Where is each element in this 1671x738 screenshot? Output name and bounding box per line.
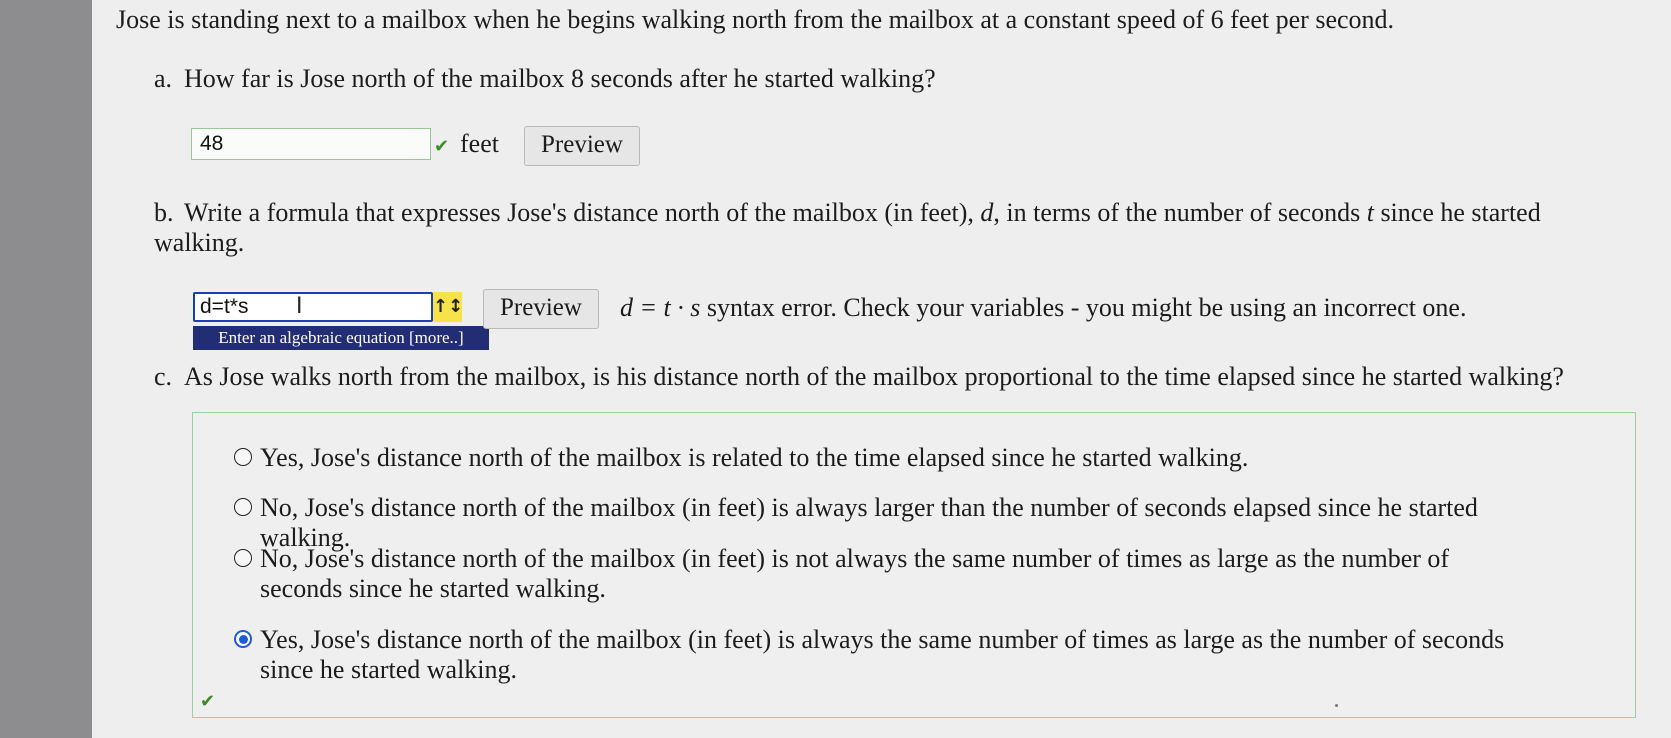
question-c-letter: c. [154, 362, 173, 391]
radio-button[interactable] [234, 498, 252, 516]
question-a-letter: a. [154, 64, 173, 93]
feedback-math: d = t · s [620, 293, 701, 322]
input-tooltip[interactable]: Enter an algebraic equation [more..] [193, 326, 489, 350]
answer-b-input[interactable]: d=t*s [193, 292, 433, 322]
radio-button[interactable] [234, 448, 252, 466]
checkmark-icon: ✔ [200, 691, 216, 712]
choice-label: No, Jose's distance north of the mailbox (in feet) is always larger than the number of seconds elapsed since he started walking. [260, 493, 1478, 552]
answer-b-feedback [620, 292, 1466, 324]
dot-mark [1335, 704, 1338, 707]
radio-button-selected[interactable] [234, 630, 252, 648]
radio-button[interactable] [234, 549, 252, 567]
question-a-text: How far is Jose north of the mailbox 8 seconds after he started walking? [184, 64, 936, 93]
question-a [154, 64, 936, 94]
question-b-text-mid: , in terms of the number of seconds [993, 198, 1367, 227]
feedback-text: syntax error. Check your variables - you might be using an incorrect one. [700, 293, 1467, 322]
question-b-text-start: Write a formula that expresses Jose's distance north of the mailbox (in feet), [184, 198, 981, 227]
problem-page [92, 0, 1671, 738]
choice-label: Yes, Jose's distance north of the mailbox (in feet) is always the same number of times as large as the number of seconds since he started walking. [260, 625, 1505, 684]
arrows-warning-icon[interactable]: ↑↕ [433, 292, 462, 322]
problem-prompt: Jose is standing next to a mailbox when he begins walking north from the mailbox at a constant speed of 6 feet per second. [116, 5, 1395, 34]
choice-option[interactable] [234, 544, 1534, 604]
question-c-text: As Jose walks north from the mailbox, is his distance north of the mailbox proportional to the time elapsed since he started walking? [184, 362, 1564, 391]
checkmark-icon: ✔ [434, 136, 450, 157]
choice-option-selected[interactable] [234, 625, 1534, 685]
question-c [154, 362, 1564, 392]
question-b [154, 198, 1634, 258]
variable-d: d [980, 198, 994, 227]
choice-option[interactable] [234, 443, 1534, 473]
choice-label: Yes, Jose's distance north of the mailbox is related to the time elapsed since he started walking. [260, 443, 1249, 472]
question-b-text-end: since he started walking. [154, 198, 1541, 257]
preview-button-a[interactable]: Preview [524, 126, 640, 166]
question-b-letter: b. [154, 198, 174, 227]
answer-a-unit: feet [460, 129, 499, 158]
choice-label: No, Jose's distance north of the mailbox (in feet) is not always the same number of times as large as the number of seconds since he started walking. [260, 544, 1450, 603]
variable-t: t [1366, 198, 1374, 227]
text-cursor-icon: I [296, 294, 303, 319]
answer-a-input[interactable]: 48 [191, 128, 431, 160]
preview-button-b[interactable]: Preview [483, 289, 599, 329]
